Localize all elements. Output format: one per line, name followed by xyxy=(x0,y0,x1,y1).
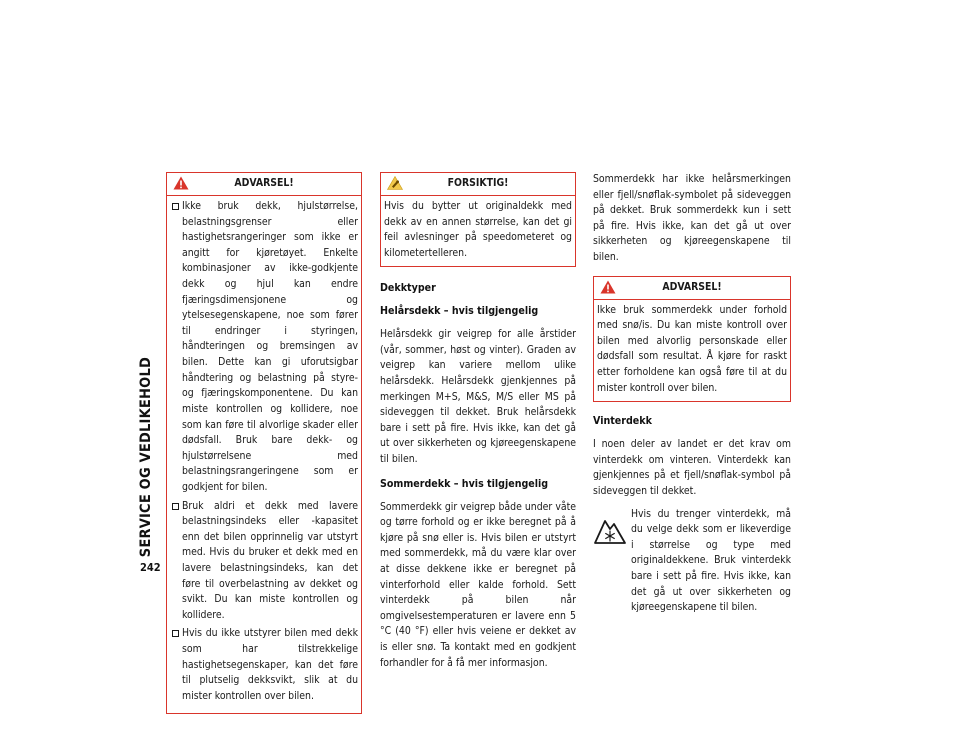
column-middle xyxy=(380,172,576,671)
warning-box-body xyxy=(167,196,361,713)
caution-box-body xyxy=(381,196,575,266)
caution-box-header xyxy=(381,173,575,196)
side-title-text: SERVICE OG VEDLIKEHOLD xyxy=(138,356,155,557)
warning-bullet xyxy=(170,626,358,704)
all-season-heading: Helårsdekk – hvis tilgjengelig xyxy=(380,305,539,318)
winter-text-1: I noen deler av landet er det krav om vinterdekk om vinteren. Vinterdekk kan gjenkjennes på et fjell/snøflak-symbol på sideveggen til dekket. xyxy=(593,438,791,498)
all-season-text: Helårsdekk gir veigrep for alle årstider (vår, sommer, høst og vinter). Graden av veigrep kan variere mellom ulike helårsdekk. Helårsdekk gjenkjennes på merkingen M+S, M&S, M/S eller MS på sideveggen til dekket. Bruk helårsdekk bare i sett på fire. Hvis ikke, kan det gå ut over sikkerheten og kjøreegenskapene til bilen. xyxy=(380,328,576,466)
caution-box xyxy=(380,172,576,267)
caution-title: FORSIKTIG! xyxy=(447,177,509,190)
warning-title: ADVARSEL! xyxy=(234,177,294,190)
warning-box xyxy=(166,172,362,714)
caution-triangle-icon xyxy=(387,176,403,190)
winter-heading: Vinterdekk xyxy=(593,415,652,428)
column-left xyxy=(166,172,362,714)
warning-bullet xyxy=(170,499,358,624)
summer-heading: Sommerdekk – hvis tilgjengelig xyxy=(380,477,549,490)
warning-box-body xyxy=(594,300,790,402)
warning-triangle-icon xyxy=(173,176,189,190)
section-side-title xyxy=(132,172,162,557)
bullet-square-icon xyxy=(170,199,182,496)
column-right xyxy=(593,172,791,616)
warning-bullet xyxy=(170,199,358,496)
bullet-square-icon xyxy=(170,499,182,624)
caution-text: Hvis du bytter ut originaldekk med dekk av en annen størrelse, kan det gi feil avlesninger på speedometeret og kilometertelleren. xyxy=(384,200,572,259)
section-title: Dekktyper xyxy=(380,282,436,295)
summer-text-2: Sommerdekk har ikke helårsmerkingen eller fjell/snøflak-symbolet på sideveggen på dekket. Bruk sommerdekk kun i sett på fire. Hvis ikke, kan det gå ut over sikkerheten og kjøreegenskapene til bilen. xyxy=(593,173,791,264)
warning-box xyxy=(593,276,791,403)
winter-tip xyxy=(593,507,791,616)
page-number: 242 xyxy=(140,561,161,574)
warning-bullet-text: Bruk aldri et dekk med lavere belastningsindeks eller -kapasitet enn det bilen opprinnelig var utstyrt med. Hvis du bruker et dekk med en lavere belastningsindeks, kan det føre til overbelastning av dekket og svikt. Du kan miste kontrollen og kollidere. xyxy=(182,499,358,621)
summer-text-1: Sommerdekk gir veigrep både under våte og tørre forhold og er ikke beregnet på å kjøre på snø eller is. Hvis bilen er utstyrt med sommerdekk, må du være klar over at disse dekkene ikke er beregnet på vinterforhold eller kalde forhold. Sett vinterdekk på bilen når omgivelsestemperaturen er lavere enn 5 °C (40 °F) eller hvis veiene er dekket av is eller snø. Ta kontakt med en godkjent forhandler for å få mer informasjon. xyxy=(380,500,576,669)
warning-bullet-text: Ikke bruk dekk, hjulstørrelse, belastningsgrenser eller hastighetsrangeringer som ikke er angitt for kjøretøyet. Enkelte kombinasjoner av ikke-godkjente dekk og hjul kan endre fjæringsdimensjonene og ytelsesegenskapene, noe som fører til endringer i styringen, håndteringen og bremsingen av bilen. Dette kan gi uforutsigbar håndtering og belastning på styre- og fjæringskomponentene. Du kan miste kontrollen og kollidere, noe som kan føre til alvorlige skader eller dødsfall. Bruk bare dekk- og hjulstørrelsene med belastningsrangeringene som er godkjent for bilen. xyxy=(182,200,358,493)
warning-text: Ikke bruk sommerdekk under forhold med snø/is. Du kan miste kontroll over bilen med alvorlig personskade eller dødsfall som resultat. Å kjøre for raskt etter forholdene kan også føre til at du mister kontroll over bilen. xyxy=(597,303,787,394)
warning-title: ADVARSEL! xyxy=(662,280,722,293)
mountain-snowflake-icon xyxy=(593,515,627,545)
winter-text-2: Hvis du trenger vinterdekk, må du velge dekk som er likeverdige i størrelse og type med originaldekkene. Bruk vinterdekk bare i sett på fire. Hvis ikke, kan det gå ut over sikkerheten og kjøreegenskapene til bilen. xyxy=(631,507,791,614)
bullet-square-icon xyxy=(170,626,182,704)
warning-box-header xyxy=(167,173,361,196)
warning-box-header xyxy=(594,277,790,300)
winter-icon-wrap xyxy=(593,507,631,551)
warning-bullet-text: Hvis du ikke utstyrer bilen med dekk som har tilstrekkelige hastighetsegenskaper, kan det føre til plutselig dekksvikt, slik at du mister kontrollen over bilen. xyxy=(182,627,358,702)
warning-triangle-icon xyxy=(600,280,616,294)
